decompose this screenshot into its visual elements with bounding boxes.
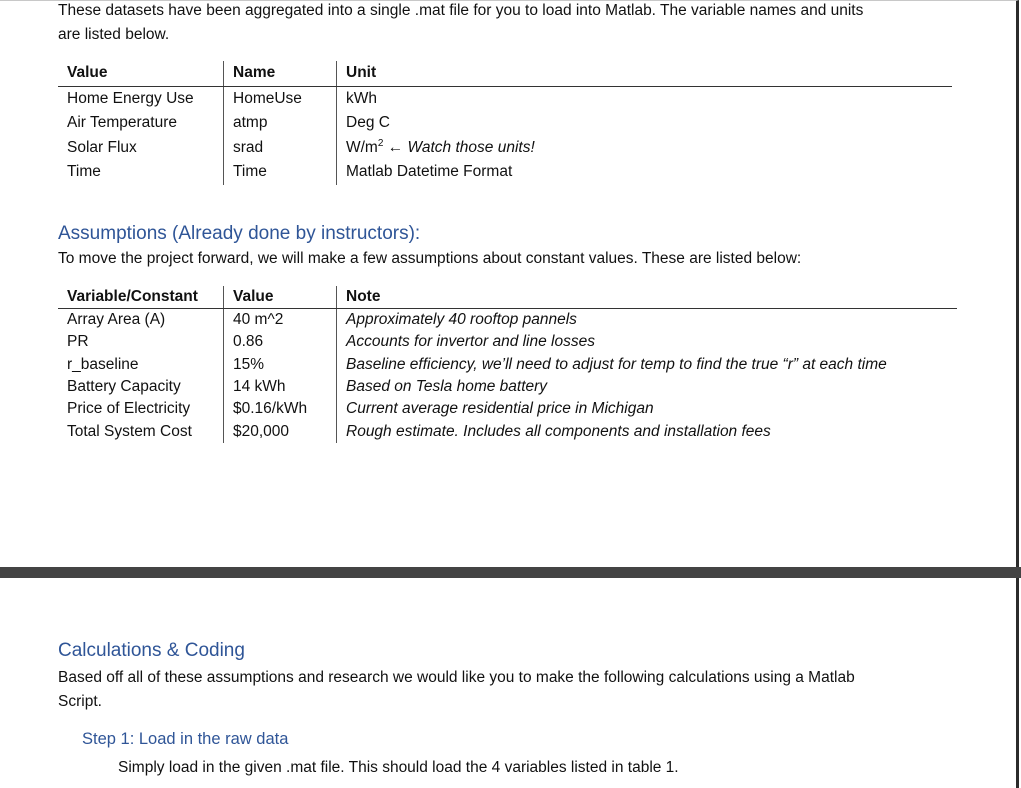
cell-value: Home Energy Use	[67, 89, 194, 107]
table-row	[58, 309, 957, 332]
header-value: Value	[58, 61, 224, 86]
cell-variable: Total System Cost	[67, 422, 192, 440]
intro-line-2: are listed below.	[58, 26, 170, 43]
cell-value: Solar Flux	[67, 138, 137, 156]
unit-superscript: 2	[377, 137, 384, 149]
cell-name: HomeUse	[224, 86, 337, 111]
cell-value: Time	[67, 163, 101, 181]
cell-value: 15%	[224, 354, 337, 376]
assumptions-heading: Assumptions (Already done by instructors):	[58, 223, 421, 244]
calculations-heading: Calculations & Coding	[58, 640, 245, 661]
cell-note: Rough estimate. Includes all components and installation fees	[337, 420, 958, 442]
cell-name: atmp	[224, 111, 337, 136]
calculations-paragraph	[58, 666, 855, 714]
step1-heading: Step 1: Load in the raw data	[82, 730, 289, 748]
page-break	[0, 567, 1021, 578]
table-row	[58, 86, 952, 111]
calculations-line-2: Script.	[58, 693, 102, 710]
cell-value: Air Temperature	[67, 114, 177, 132]
cell-value: 40 m^2	[224, 309, 337, 332]
assumptions-paragraph: To move the project forward, we will make a few assumptions about constant values. These are listed below:	[58, 250, 802, 267]
cell-unit	[337, 136, 953, 161]
header-variable: Variable/Constant	[58, 286, 224, 309]
header-name: Name	[224, 61, 337, 86]
cell-variable: Price of Electricity	[67, 400, 191, 418]
intro-line-1: These datasets have been aggregated into a single .mat file for you to load into Matlab. The variable names and units	[58, 2, 864, 19]
cell-value: $20,000	[224, 420, 337, 442]
cell-name: srad	[224, 136, 337, 161]
cell-value: $0.16/kWh	[224, 398, 337, 420]
variables-table	[58, 61, 952, 185]
cell-unit: kWh	[337, 86, 953, 111]
header-unit: Unit	[337, 61, 953, 86]
unit-text: W/m	[346, 138, 378, 156]
cell-variable: Battery Capacity	[67, 378, 181, 396]
cell-name: Time	[224, 160, 337, 185]
step1-paragraph: Simply load in the given .mat file. This should load the 4 variables listed in table 1.	[118, 759, 679, 776]
cell-note: Based on Tesla home battery	[337, 376, 958, 398]
table-row	[58, 354, 957, 376]
table-row	[58, 160, 952, 185]
cell-variable: Array Area (A)	[67, 311, 166, 329]
intro-paragraph	[58, 0, 863, 47]
table-header-row	[58, 286, 957, 309]
cell-note: Approximately 40 rooftop pannels	[337, 309, 958, 332]
cell-value: 0.86	[224, 331, 337, 353]
calculations-line-1: Based off all of these assumptions and research we would like you to make the following calculations using a Matlab	[58, 669, 855, 686]
cell-unit: Matlab Datetime Format	[337, 160, 953, 185]
cell-variable: PR	[67, 333, 89, 351]
units-warning: ← Watch those units!	[383, 138, 535, 156]
header-note: Note	[337, 286, 958, 309]
cell-variable: r_baseline	[67, 355, 139, 373]
cell-note: Accounts for invertor and line losses	[337, 331, 958, 353]
table-header-row	[58, 61, 952, 86]
table-row	[58, 376, 957, 398]
table-row	[58, 420, 957, 442]
table-row	[58, 111, 952, 136]
document-page-2	[0, 578, 1019, 788]
constants-table	[58, 286, 957, 443]
table-row	[58, 331, 957, 353]
cell-value: 14 kWh	[224, 376, 337, 398]
header-value: Value	[224, 286, 337, 309]
cell-note: Baseline efficiency, we’ll need to adjust for temp to find the true “r” at each time	[337, 354, 958, 376]
cell-unit: Deg C	[337, 111, 953, 136]
table-row	[58, 136, 952, 161]
cell-note: Current average residential price in Michigan	[337, 398, 958, 420]
table-row	[58, 398, 957, 420]
